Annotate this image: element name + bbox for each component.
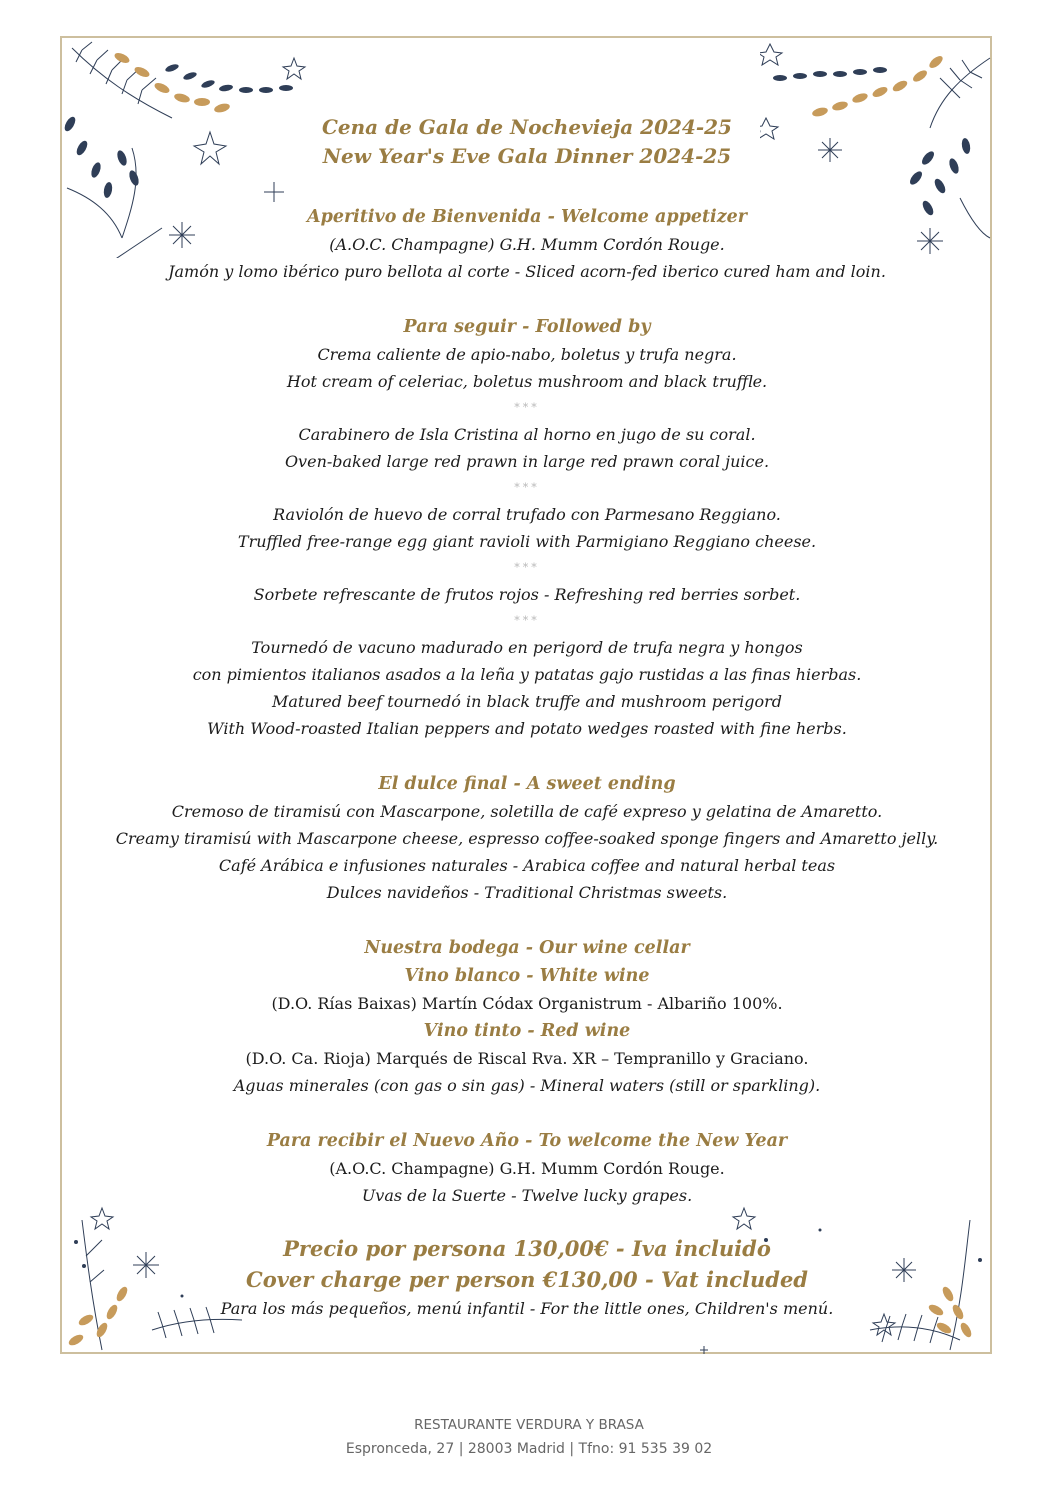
course-line: Matured beef tournedó in black truffe and mushroom perigord	[271, 692, 783, 711]
course-separator: ***	[514, 614, 540, 627]
price-english: Cover charge per person €130,00 - Vat included	[246, 1267, 808, 1292]
course-line: Carabinero de Isla Cristina al horno en jugo de su coral.	[298, 425, 756, 444]
red-wine-item: (D.O. Ca. Rioja) Marqués de Riscal Rva. XR – Tempranillo y Graciano.	[245, 1049, 809, 1068]
course-line: Hot cream of celeriac, boletus mushroom and black truffle.	[286, 372, 768, 391]
course-separator: ***	[514, 561, 540, 574]
newyear-item: (A.O.C. Champagne) G.H. Mumm Cordón Rouge.	[329, 1159, 725, 1178]
course-line: Tournedó de vacuno madurado en perigord de trufa negra y hongos	[251, 638, 803, 657]
welcome-heading: Aperitivo de Bienvenida - Welcome appetizer	[307, 207, 747, 227]
dessert-item: Dulces navideños - Traditional Christmas sweets.	[326, 883, 728, 902]
price-spanish: Precio por persona 130,00€ - Iva incluido	[283, 1236, 771, 1261]
wine-heading: Nuestra bodega - Our wine cellar	[364, 938, 690, 958]
course-separator: ***	[514, 481, 540, 494]
course-separator: ***	[514, 401, 540, 414]
newyear-item: Uvas de la Suerte - Twelve lucky grapes.	[361, 1186, 693, 1205]
dessert-heading: El dulce final - A sweet ending	[378, 774, 676, 794]
course-line: con pimientos italianos asados a la leña y patatas gajo rustidas a las finas hierbas.	[192, 665, 862, 684]
dessert-item: Café Arábica e infusiones naturales - Arabica coffee and natural herbal teas	[218, 856, 836, 875]
followed-heading: Para seguir - Followed by	[403, 317, 651, 337]
course-line: Sorbete refrescante de frutos rojos - Refreshing red berries sorbet.	[253, 585, 801, 604]
course-line: Oven-baked large red prawn in large red prawn coral juice.	[284, 452, 770, 471]
menu-title-spanish: Cena de Gala de Nochevieja 2024-25	[322, 115, 732, 139]
water-item: Aguas minerales (con gas o sin gas) - Mineral waters (still or sparkling).	[233, 1076, 821, 1095]
restaurant-address: Espronceda, 27 | 28003 Madrid | Tfno: 91 535 39 02	[345, 1441, 713, 1457]
welcome-item: (A.O.C. Champagne) G.H. Mumm Cordón Rouge.	[329, 235, 725, 254]
course-line: Truffled free-range egg giant ravioli with Parmigiano Reggiano cheese.	[237, 532, 817, 551]
course-line: Crema caliente de apio-nabo, boletus y trufa negra.	[317, 345, 737, 364]
red-wine-heading: Vino tinto - Red wine	[423, 1021, 631, 1041]
kids-menu-note: Para los más pequeños, menú infantil - For the little ones, Children's menú.	[220, 1299, 834, 1318]
restaurant-name: RESTAURANTE VERDURA Y BRASA	[414, 1417, 644, 1433]
newyear-heading: Para recibir el Nuevo Año - To welcome the New Year	[266, 1131, 788, 1151]
dessert-item: Cremoso de tiramisú con Mascarpone, soletilla de café expreso y gelatina de Amaretto.	[171, 802, 883, 821]
white-wine-item: (D.O. Rías Baixas) Martín Códax Organistrum - Albariño 100%.	[271, 994, 783, 1013]
menu-content	[62, 113, 992, 1322]
welcome-item: Jamón y lomo ibérico puro bellota al corte - Sliced acorn-fed iberico cured ham and loin.	[168, 262, 886, 281]
course-line: With Wood-roasted Italian peppers and potato wedges roasted with fine herbs.	[207, 719, 847, 738]
course-line: Raviolón de huevo de corral trufado con Parmesano Reggiano.	[273, 505, 781, 524]
menu-title-english: New Year's Eve Gala Dinner 2024-25	[322, 144, 732, 168]
dessert-item: Creamy tiramisú with Mascarpone cheese, espresso coffee-soaked sponge fingers and Amaretto jelly.	[115, 829, 939, 848]
white-wine-heading: Vino blanco - White wine	[404, 966, 650, 986]
